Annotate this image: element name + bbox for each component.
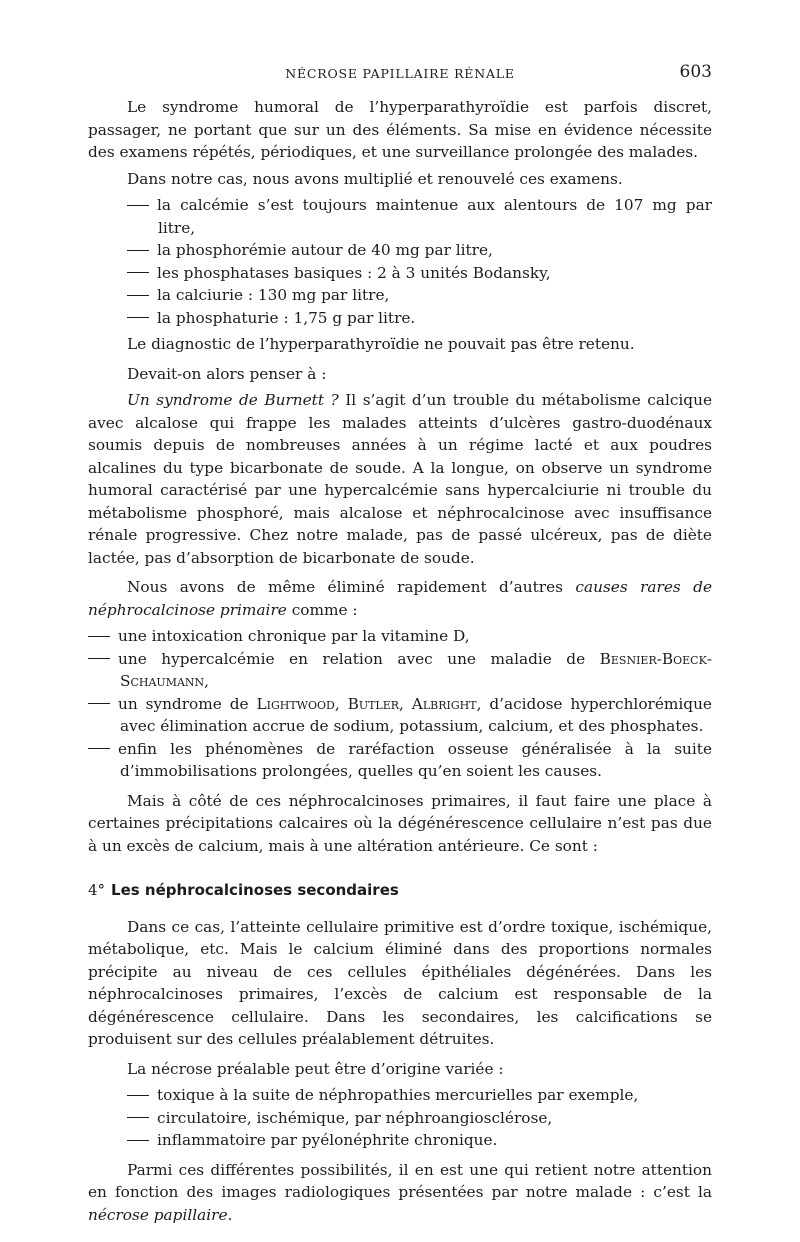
running-title: NÉCROSE PAPILLAIRE RÉNALE bbox=[285, 66, 515, 81]
list-rare-causes bbox=[88, 625, 712, 783]
dash-icon bbox=[88, 748, 110, 749]
list-item: la phosphaturie : 1,75 g par litre. bbox=[88, 307, 712, 330]
body-text bbox=[88, 96, 712, 1226]
dash-icon bbox=[88, 703, 110, 704]
paragraph: Devait-on alors penser à : bbox=[127, 364, 327, 383]
dash-icon bbox=[127, 1095, 149, 1096]
running-header bbox=[88, 62, 712, 86]
paragraph: Mais à côté de ces néphrocalcinoses primaires, il faut faire une place à certaines précipitations calcaires où la dégénérescence cellulaire n’est pas due à un excès de calcium, mais à une altération antérieure. Ce sont : bbox=[88, 791, 712, 855]
list-item: toxique à la suite de néphropathies mercurielles par exemple, bbox=[88, 1084, 712, 1107]
list-item: un syndrome de Lightwood, Butler, Albright, d’acidose hyperchlorémique avec élimination accrue de sodium, potassium, calcium, et des phosphates. bbox=[88, 693, 712, 738]
list-calcium-results bbox=[88, 194, 712, 329]
list-item: la phosphorémie autour de 40 mg par litre, bbox=[88, 239, 712, 262]
list-necrosis-origins bbox=[88, 1084, 712, 1152]
dash-icon bbox=[127, 295, 149, 296]
list-item: une intoxication chronique par la vitamine D, bbox=[88, 625, 712, 648]
list-item: les phosphatases basiques : 2 à 3 unités Bodansky, bbox=[88, 262, 712, 285]
dash-icon bbox=[127, 272, 149, 273]
list-item: la calcémie s’est toujours maintenue aux alentours de 107 mg par litre, bbox=[88, 194, 712, 239]
paragraph: Nous avons de même éliminé rapidement d’autres causes rares de néphrocalcinose primaire comme : bbox=[88, 578, 712, 619]
list-item: circulatoire, ischémique, par néphroangiosclérose, bbox=[88, 1107, 712, 1130]
dash-icon bbox=[88, 636, 110, 637]
dash-icon bbox=[127, 317, 149, 318]
paragraph: Dans notre cas, nous avons multiplié et renouvelé ces examens. bbox=[127, 169, 623, 188]
dash-icon bbox=[88, 658, 110, 659]
page-number: 603 bbox=[679, 62, 712, 82]
section-number: 4° bbox=[88, 881, 106, 899]
paragraph-burnett: Un syndrome de Burnett ? Il s’agit d’un trouble du métabolisme calcique avec alcalose qui frappe les malades atteints d’ulcères gastro-duodénaux soumis depuis de nombreuses années à un régime lacté et aux poudres alcalines du type bicarbonate de soude. A la longue, on observe un syndrome humoral caractérisé par une hypercalcémie sans hypercalciurie ni trouble du métabolisme phosphoré, mais alcalose et néphrocalcinose avec insuffisance rénale progressive. Chez notre malade, pas de passé ulcéreux, pas de diète lactée, pas d’absorption de bicarbonate de soude. bbox=[88, 391, 713, 567]
list-item: inflammatoire par pyélonéphrite chronique. bbox=[88, 1129, 712, 1152]
paragraph: Le syndrome humoral de l’hyperparathyroïdie est parfois discret, passager, ne portant que sur un des éléments. Sa mise en évidence nécessite des examens répétés, périodiques, et une surveillance prolongée des malades. bbox=[88, 98, 712, 161]
dash-icon bbox=[127, 250, 149, 251]
paragraph: Le diagnostic de l’hyperparathyroïdie ne pouvait pas être retenu. bbox=[127, 335, 635, 353]
list-item: la calciurie : 130 mg par litre, bbox=[88, 284, 712, 307]
dash-icon bbox=[127, 1140, 149, 1141]
section-title: Les néphrocalcinoses secondaires bbox=[111, 881, 399, 899]
list-item: une hypercalcémie en relation avec une maladie de Besnier-Boeck-Schaumann, bbox=[88, 648, 712, 693]
burnett-heading: Un syndrome de Burnett ? bbox=[127, 391, 339, 409]
paragraph: La nécrose préalable peut être d’origine variée : bbox=[127, 1059, 504, 1078]
dash-icon bbox=[127, 205, 149, 206]
paragraph: Dans ce cas, l’atteinte cellulaire primitive est d’ordre toxique, ischémique, métabolique, etc. Mais le calcium éliminé dans des proportions normales précipite au niveau de ces cellules épithéliales dégénérées. Dans les néphrocalcinoses primaires, l’excès de calcium est responsable de la dégénérescence cellulaire. Dans les secondaires, les calcifications se produisent sur des cellules préalablement détruites. bbox=[88, 917, 712, 1048]
section-heading bbox=[88, 879, 712, 902]
list-item: enfin les phénomènes de raréfaction osseuse généralisée à la suite d’immobilisations prolongées, quelles qu’en soient les causes. bbox=[88, 738, 712, 783]
paragraph: Parmi ces différentes possibilités, il en est une qui retient notre attention en fonction des images radiologiques présentées par notre malade : c’est la nécrose papillaire. bbox=[88, 1160, 712, 1224]
dash-icon bbox=[127, 1117, 149, 1118]
